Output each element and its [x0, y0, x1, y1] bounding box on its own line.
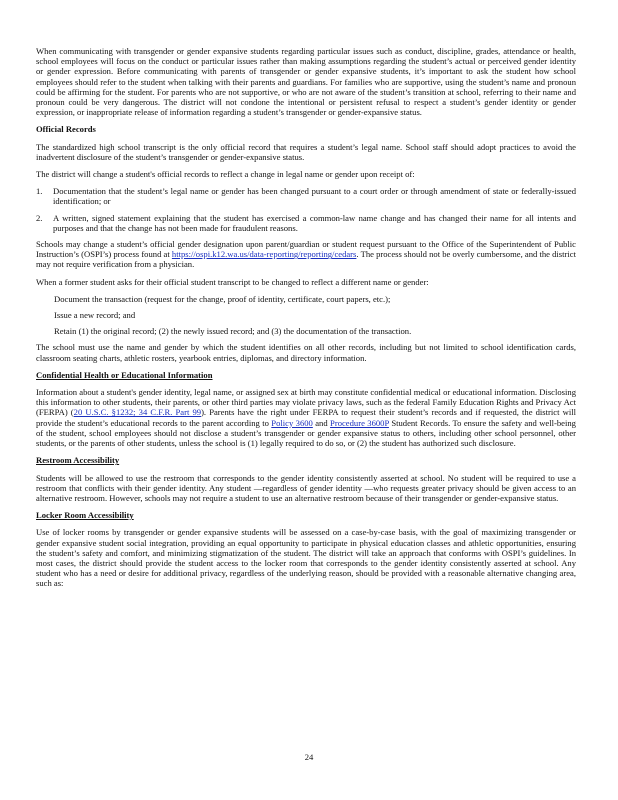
- locker-paragraph: Use of locker rooms by transgender or gender expansive students will be assessed on a case-by-case basis, with the goal of maximizing transgender or gender expansive student social integration, providing an equal opportunity to participate in physical education classes and athletic opportunities, ensuring the student’s safety and comfort, and minimizing stigmatization of the student. The district will take an approach that conforms with OSPI’s guidelines. In most cases, the district should provide the student access to the locker room that corresponds to the gender identity consistently asserted at school. Any student who has a need or desire for additional privacy, regardless of the underlying reason, should be provided with a reasonable alternative changing area, such as:: [36, 527, 576, 589]
- document-page: [36, 46, 576, 596]
- bullet-icon: [36, 310, 54, 320]
- bullet-list-item: [36, 326, 576, 336]
- bullet-list-item: [36, 310, 576, 320]
- page-number: 24: [304, 752, 314, 762]
- bullet-list-item: [36, 294, 576, 304]
- ospi-cedars-link[interactable]: https://ospi.k12.wa.us/data-reporting/reporting/cedars: [171, 249, 357, 260]
- confidential-heading: Confidential Health or Educational Information: [36, 369, 213, 380]
- numbered-list-item: [36, 186, 576, 206]
- bullet-item-text: Issue a new record; and: [54, 310, 136, 321]
- list-number: 2.: [36, 212, 43, 223]
- list-item-text: A written, signed statement explaining that the student has exercised a common-law name change and has changed their name for all intents and purposes and that the change has not been made for fraudulent reasons.: [53, 212, 576, 233]
- records-intro-paragraph: The standardized high school transcript is the only official record that requires a student’s legal name. School staff should adopt practices to avoid the inadvertent disclosure of the student’s transgender or gender-expansive status.: [36, 141, 576, 162]
- confidential-text-3: Student Records. To ensure the safety and well-being of the student, school employees should not disclose a student’s transgender or gender expansive status to others, including other school personnel, other students, or the parents of other students, unless the school is (1) legally required to do so, or (2) the student has authorized such disclosure.: [36, 417, 576, 449]
- ospi-text-after: . The process should not be overly cumbersome, and the district may not require verification from a physician.: [36, 249, 576, 270]
- former-student-paragraph: When a former student asks for their official student transcript to be changed to reflect a different name or gender:: [36, 276, 429, 287]
- restroom-paragraph: Students will be allowed to use the restroom that corresponds to the gender identity consistently asserted at school. No student will be required to use a restroom that conflicts with their gender identity. Any student —regardless of gender identity —who requests greater privacy should be given access to an alternative restroom. However, schools may not require a student to use an alternative restroom because of their transgender or gender-expansive status.: [36, 472, 576, 503]
- list-number: 1.: [36, 186, 43, 197]
- confidential-text-2: ). Parents have the right under FERPA to request their student’s records and if requested, the district will provide the student’s educational records to the parent according to: [36, 407, 576, 428]
- school-must-paragraph: The school must use the name and gender by which the student identifies on all other records, including but not limited to school identification cards, classroom seating charts, athletic rosters, yearbook entries, diplomas, and directory information.: [36, 342, 576, 363]
- list-item-text: Documentation that the student’s legal name or gender has been changed pursuant to a court order or through amendment of state or federally-issued identification; or: [53, 186, 576, 207]
- numbered-list-item: [36, 213, 576, 233]
- ospi-text-before: Schools may change a student’s official gender designation upon parent/guardian or student request pursuant to the Office of the Superintendent of Public Instruction’s (OSPI’s) process found at: [36, 239, 576, 260]
- district-change-paragraph: The district will change a student's official records to reflect a change in legal name or gender upon receipt of:: [36, 169, 415, 180]
- restroom-heading: Restroom Accessibility: [36, 455, 120, 466]
- bullet-item-text: Retain (1) the original record; (2) the newly issued record; and (3) the documentation of the transaction.: [54, 326, 412, 337]
- ferpa-link[interactable]: 20 U.S.C. §1232; 34 C.F.R. Part 99: [73, 407, 202, 418]
- and-word: and: [315, 417, 328, 428]
- official-records-heading: Official Records: [36, 124, 96, 135]
- bullet-item-text: Document the transaction (request for the change, proof of identity, certificate, court papers, etc.);: [54, 293, 391, 304]
- procedure-3600p-link[interactable]: Procedure 3600P: [330, 417, 389, 428]
- bullet-icon: [36, 294, 54, 304]
- confidential-paragraph: [36, 387, 576, 448]
- bullet-icon: [36, 326, 54, 336]
- communicating-paragraph: When communicating with transgender or gender expansive students regarding particular issues such as conduct, discipline, grades, attendance or health, school employees will focus on the conduct or particular issues rather than making assumptions regarding the student’s actual or perceived gender identity or gender expression. Before communicating with parents of transgender or gender expansive students, it’s important to ask the student how school employees should refer to the student when talking with their parents and guardians. For families who are supportive, using the student’s name and pronoun could be affirming for the student. For parents who are not supportive, or who are not aware of the student’s transition at school, referring to their name and pronoun could be very dangerous. The district will not condone the intentional or persistent refusal to respect a student’s gender identity or gender expression, or inappropriate release of information regarding a student’s transgender or gender-expansive status.: [36, 46, 576, 118]
- ospi-paragraph: [36, 239, 576, 270]
- policy-3600-link[interactable]: Policy 3600: [271, 417, 313, 428]
- locker-heading: Locker Room Accessibility: [36, 510, 134, 521]
- confidential-text-1: Information about a student's gender identity, legal name, or assigned sex at birth may constitute confidential medical or educational information. Disclosing this information to other students, their parents, or other third parties may violate privacy laws, such as the federal Family Education Rights and Privacy Act (FERPA) (: [36, 387, 576, 418]
